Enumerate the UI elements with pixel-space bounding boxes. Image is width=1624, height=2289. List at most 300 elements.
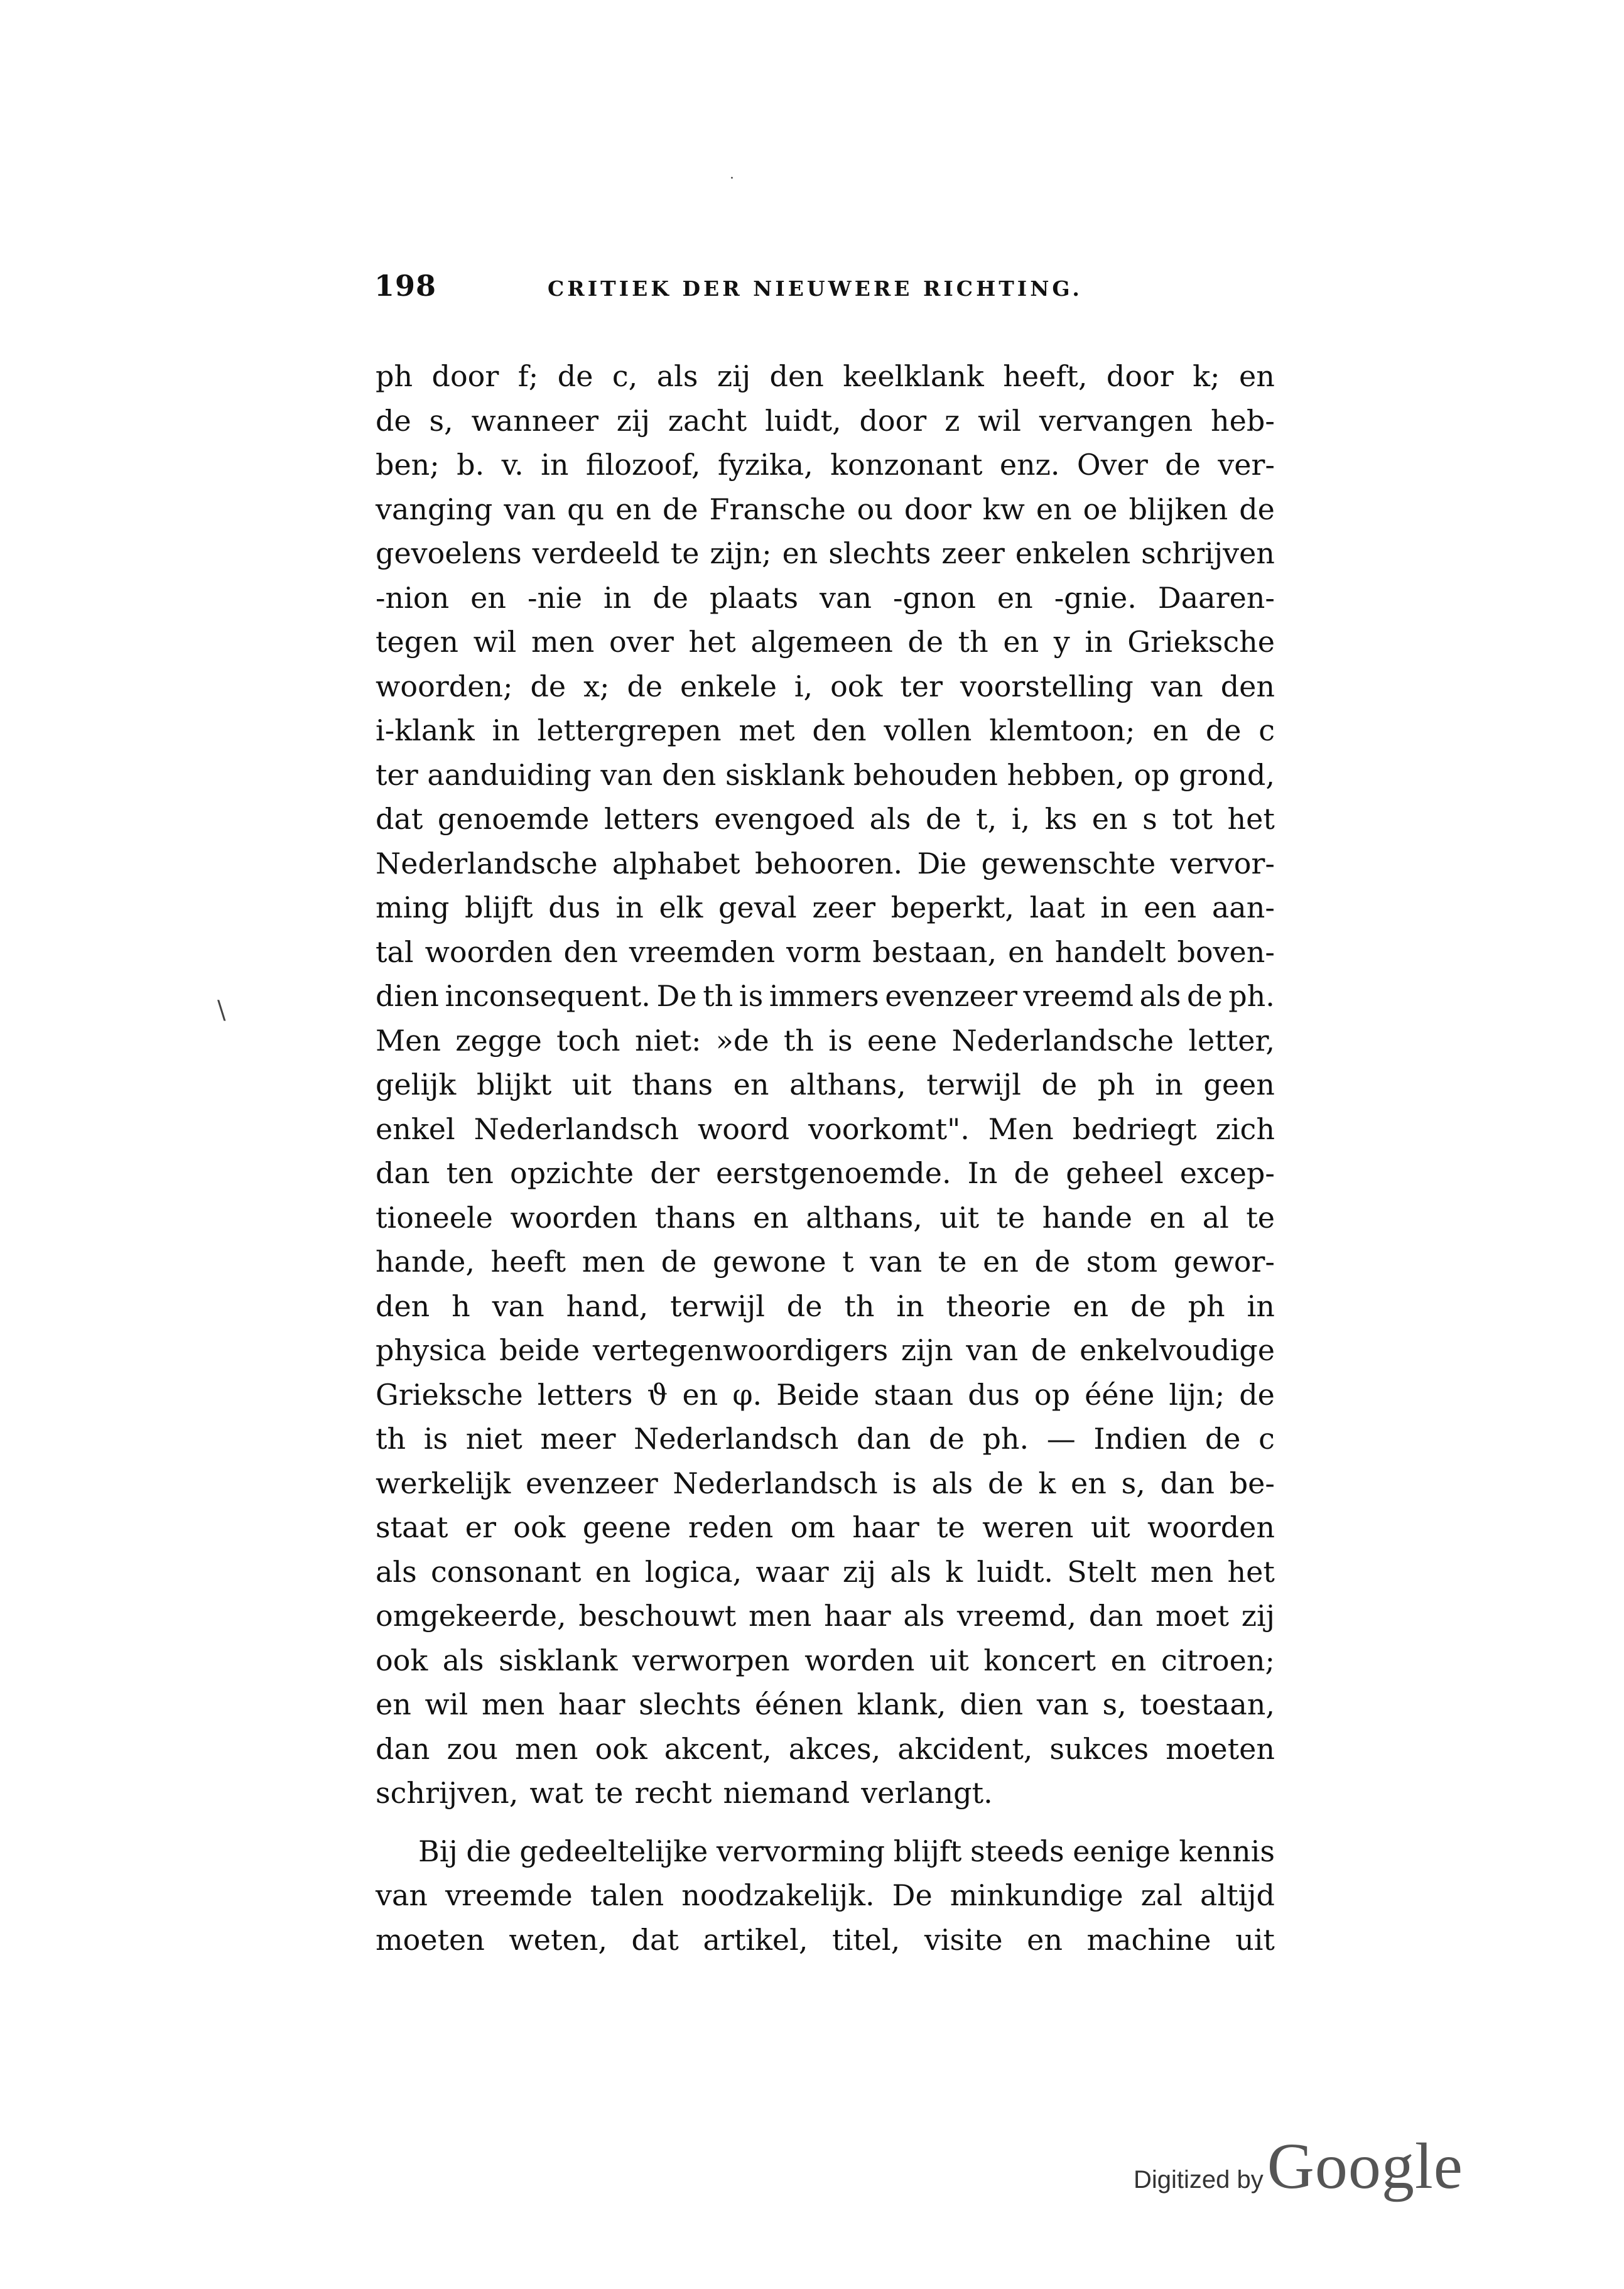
page-header: [371, 269, 1275, 319]
word: k: [1038, 1466, 1056, 1500]
word: geen: [1203, 1068, 1275, 1101]
word: de: [988, 1466, 1024, 1500]
word: dan: [1160, 1466, 1215, 1500]
word: te: [594, 1776, 624, 1810]
word: en: [753, 1200, 789, 1235]
word: haar: [558, 1687, 625, 1721]
text-line: [376, 1550, 1275, 1594]
word: verdeeld: [532, 536, 660, 570]
word: t: [842, 1245, 854, 1279]
word: ph: [1097, 1068, 1135, 1101]
word: den: [662, 757, 717, 792]
word: als: [376, 1554, 417, 1589]
word: ϑ: [647, 1377, 668, 1412]
digitized-by-label: Digitized by: [1134, 2166, 1264, 2194]
word: ming: [376, 890, 450, 924]
running-head: CRITIEK DER NIEUWERE RICHTING.: [548, 276, 1083, 301]
word: slechts: [828, 536, 931, 570]
word: i,: [1011, 802, 1031, 836]
word: ook: [376, 1643, 428, 1677]
word: ks: [1044, 802, 1078, 836]
body-text: [376, 354, 1275, 1962]
word: dien: [376, 979, 440, 1013]
word: citroen;: [1161, 1643, 1275, 1677]
word: als: [656, 359, 698, 393]
word: vervor-: [1170, 846, 1275, 880]
word: de: [1239, 492, 1275, 526]
word: dat: [631, 1922, 679, 1957]
word: -nie: [527, 580, 583, 615]
word: met: [739, 713, 795, 747]
word: sisklank: [725, 757, 845, 792]
text-line: [376, 1196, 1275, 1240]
text-line: [376, 1240, 1275, 1284]
word: evenzeer: [885, 979, 1017, 1013]
word: er: [465, 1510, 496, 1544]
word: noodzakelijk.: [681, 1878, 875, 1912]
word: Daaren-: [1157, 580, 1275, 615]
word: konzonant: [830, 448, 983, 482]
word: om: [790, 1510, 835, 1544]
word: c,: [612, 359, 638, 393]
word: als: [931, 1466, 973, 1500]
word: als: [1139, 979, 1181, 1013]
word: dus: [968, 1377, 1020, 1412]
word: letter,: [1188, 1023, 1275, 1058]
text-line: [376, 1638, 1275, 1683]
word: een: [1144, 890, 1197, 924]
word: ou: [857, 492, 893, 526]
word: -gnie.: [1054, 580, 1137, 615]
word: x;: [583, 669, 610, 703]
word: woorden: [510, 1200, 638, 1235]
word: »de: [715, 1023, 769, 1058]
word: toch: [556, 1023, 620, 1058]
word: z: [945, 403, 960, 438]
word: de: [1205, 713, 1242, 747]
word: kennis: [1179, 1834, 1275, 1868]
word: tegen: [376, 625, 459, 659]
word: te: [936, 1510, 965, 1544]
word: niemand: [723, 1776, 850, 1810]
word: de: [530, 669, 566, 703]
word: de: [1034, 1245, 1071, 1279]
word: visite: [924, 1922, 1003, 1957]
word: blijkt: [476, 1068, 552, 1101]
word: k: [945, 1554, 963, 1589]
page-number: 198: [374, 269, 437, 303]
word: wil: [425, 1687, 468, 1721]
word: oe: [1083, 492, 1118, 526]
word: Nederlandsche: [951, 1023, 1174, 1058]
paragraph-2: [376, 1829, 1275, 1962]
word: wat: [529, 1776, 583, 1810]
word: wil: [978, 403, 1021, 438]
word: laat: [1029, 890, 1085, 924]
word: op: [1134, 757, 1170, 792]
word: zeer: [941, 536, 1005, 570]
word: de: [652, 580, 688, 615]
word: van: [1150, 669, 1203, 703]
word: al: [1202, 1200, 1229, 1235]
word: in: [896, 1289, 924, 1323]
word: terwijl: [670, 1289, 765, 1323]
scan-speck: ·: [730, 171, 734, 187]
word: ter: [900, 669, 943, 703]
word: dan: [376, 1731, 430, 1766]
word: zacht: [668, 403, 747, 438]
word: is: [828, 1023, 853, 1058]
word: meer: [540, 1422, 616, 1456]
word: tioneele: [376, 1200, 493, 1235]
text-line: [376, 974, 1275, 1019]
word: s,: [1121, 1466, 1145, 1500]
word: beschouwt: [578, 1599, 737, 1633]
word: weten,: [509, 1922, 607, 1957]
word: in: [1085, 625, 1113, 659]
word: ben;: [376, 448, 440, 482]
word: De: [656, 979, 697, 1013]
word: de: [1165, 448, 1201, 482]
word: gevoelens: [376, 536, 522, 570]
word: de: [1031, 1333, 1067, 1367]
word: th: [958, 625, 988, 659]
word: het: [1227, 1554, 1275, 1589]
word: men: [531, 625, 595, 659]
word: den: [1220, 669, 1275, 703]
word: en: [1091, 802, 1128, 836]
word: immers: [769, 979, 879, 1013]
word: th: [703, 979, 734, 1013]
word: Over: [1076, 448, 1148, 482]
word: kw: [982, 492, 1025, 526]
word: de: [1204, 1422, 1241, 1456]
text-line: [376, 930, 1275, 975]
word: van: [600, 757, 653, 792]
word: der: [650, 1156, 700, 1190]
word: schrijven,: [376, 1776, 519, 1810]
word: als: [869, 802, 911, 836]
word: minkundige: [950, 1878, 1123, 1912]
word: terwijl: [926, 1068, 1021, 1101]
word: t,: [976, 802, 997, 836]
word: opzichte: [509, 1156, 634, 1190]
word: Indien: [1093, 1422, 1188, 1456]
word: h: [452, 1289, 470, 1323]
word: koncert: [983, 1643, 1096, 1677]
word: blijft: [893, 1834, 962, 1868]
word: Men: [376, 1023, 441, 1058]
word: woord: [697, 1112, 790, 1146]
word: Nederlandsche: [376, 846, 598, 880]
text-line: [376, 1873, 1275, 1918]
word: den: [769, 359, 824, 393]
word: Die: [917, 846, 967, 880]
word: van: [870, 1245, 923, 1279]
word: behouden: [853, 757, 998, 792]
word: men: [515, 1731, 578, 1766]
word: dien: [960, 1687, 1024, 1721]
word: dan: [857, 1422, 911, 1456]
word: luidt.: [977, 1554, 1053, 1589]
word: be-: [1229, 1466, 1275, 1500]
word: c: [1259, 713, 1275, 747]
text-line: [376, 399, 1275, 443]
word: lijn;: [1169, 1377, 1225, 1412]
word: heeft: [490, 1245, 566, 1279]
word: van: [966, 1333, 1019, 1367]
word: men: [748, 1599, 812, 1633]
word: heb-: [1211, 403, 1275, 438]
word: aan-: [1211, 890, 1275, 924]
word: althans,: [789, 1068, 906, 1101]
word: door: [431, 359, 499, 393]
word: moeten: [376, 1922, 485, 1957]
word: toestaan,: [1140, 1687, 1275, 1721]
word: ter: [376, 757, 418, 792]
word: th: [783, 1023, 814, 1058]
word: behooren.: [754, 846, 903, 880]
word: van: [376, 1878, 428, 1912]
word: die: [466, 1834, 511, 1868]
text-line: [376, 1107, 1275, 1152]
word: vollen: [884, 713, 972, 747]
word: ph: [1188, 1289, 1225, 1323]
word: uit: [939, 1200, 980, 1235]
word: te: [938, 1245, 967, 1279]
word: theorie: [946, 1289, 1051, 1323]
text-line: [376, 708, 1275, 753]
word: elk: [659, 890, 703, 924]
word: zal: [1140, 1878, 1183, 1912]
word: ook: [830, 669, 883, 703]
word: -nion: [376, 580, 450, 615]
word: wanneer: [471, 403, 598, 438]
word: waar: [755, 1554, 829, 1589]
word: c: [1259, 1422, 1275, 1456]
text-line: [376, 1829, 1275, 1874]
word: in: [1247, 1289, 1275, 1323]
word: bestaan,: [872, 934, 997, 969]
word: In: [967, 1156, 998, 1190]
word: en: [1110, 1643, 1147, 1677]
word: vreemden: [629, 934, 776, 969]
word: uit: [1235, 1922, 1275, 1957]
word: altijd: [1199, 1878, 1275, 1912]
word: den: [812, 713, 867, 747]
word: enkelvoudige: [1080, 1333, 1275, 1367]
text-line: [376, 487, 1275, 532]
word: ph: [376, 359, 413, 393]
word: zij: [842, 1554, 877, 1589]
word: zij: [717, 359, 751, 393]
word: akcident,: [897, 1731, 1033, 1766]
word: verworpen: [632, 1643, 790, 1677]
word: en: [782, 536, 818, 570]
word: s,: [1102, 1687, 1127, 1721]
word: klank,: [857, 1687, 946, 1721]
word: vreemd: [1023, 979, 1134, 1013]
word: en: [1238, 359, 1275, 393]
word: zich: [1215, 1112, 1275, 1146]
word: de: [929, 1422, 965, 1456]
word: worden: [804, 1643, 915, 1677]
text-line: [376, 1505, 1275, 1550]
word: Fransche: [709, 492, 846, 526]
word: vervangen: [1039, 403, 1193, 438]
text-line: [376, 841, 1275, 886]
text-line: [376, 1019, 1275, 1063]
word: logica,: [644, 1554, 742, 1589]
word: woorden: [425, 934, 553, 969]
word: f;: [517, 359, 539, 393]
word: Grieksche: [1127, 625, 1275, 659]
word: akces,: [788, 1731, 881, 1766]
word: de: [1130, 1289, 1166, 1323]
word: de: [376, 403, 411, 438]
word: zegge: [455, 1023, 542, 1058]
word: woorden: [1147, 1510, 1275, 1544]
word: verlangt.: [861, 1776, 993, 1810]
word: zij: [1241, 1599, 1275, 1633]
word: evenzeer: [525, 1466, 658, 1500]
word: van: [820, 580, 872, 615]
word: beperkt,: [890, 890, 1014, 924]
word: blijken: [1129, 492, 1228, 526]
word: de: [661, 1245, 697, 1279]
word: s: [1142, 802, 1157, 836]
word: de: [786, 1289, 823, 1323]
word: v.: [501, 448, 524, 482]
word: uit: [571, 1068, 612, 1101]
word: Nederlandsch: [474, 1112, 679, 1146]
scan-mark: \: [217, 996, 226, 1025]
word: k;: [1193, 359, 1220, 393]
word: gelijk: [376, 1068, 457, 1101]
word: vreemde: [445, 1878, 573, 1912]
word: vorm: [786, 934, 862, 969]
word: De: [892, 1878, 933, 1912]
word: is: [892, 1466, 917, 1500]
word: hande: [1042, 1200, 1132, 1235]
word: talen: [590, 1878, 664, 1912]
word: te: [670, 536, 700, 570]
word: enkele: [680, 669, 777, 703]
word: ook: [595, 1731, 647, 1766]
word: eerstgenoemde.: [715, 1156, 951, 1190]
word: algemeen: [750, 625, 893, 659]
word: genoemde: [437, 802, 590, 836]
google-logo: Google: [1267, 2130, 1463, 2202]
word: s,: [429, 403, 453, 438]
word: artikel,: [703, 1922, 808, 1957]
word: geval: [718, 890, 797, 924]
word: en: [1008, 934, 1044, 969]
word: akcent,: [664, 1731, 772, 1766]
word: dan: [1088, 1599, 1144, 1633]
word: en: [376, 1687, 411, 1721]
word: thans: [632, 1068, 713, 1101]
text-line: [376, 620, 1275, 664]
word: y: [1053, 625, 1070, 659]
word: éénen: [754, 1687, 843, 1721]
word: en: [1036, 492, 1072, 526]
word: het: [1227, 802, 1275, 836]
word: slechts: [639, 1687, 742, 1721]
word: consonant: [430, 1554, 582, 1589]
word: Men: [988, 1112, 1054, 1146]
word: schrijven: [1141, 536, 1275, 570]
text-line: [376, 1328, 1275, 1373]
word: en: [1027, 1922, 1063, 1957]
word: ph.: [1228, 979, 1275, 1013]
word: qu: [567, 492, 605, 526]
word: blijft: [465, 890, 533, 924]
word: wil: [473, 625, 517, 659]
word: zeer: [812, 890, 876, 924]
text-line: [376, 1063, 1275, 1107]
word: door: [859, 403, 927, 438]
word: steeds: [970, 1834, 1064, 1868]
word: uit: [929, 1643, 969, 1677]
word: ph.: [982, 1422, 1029, 1456]
word: dan: [376, 1156, 430, 1190]
word: reden: [688, 1510, 774, 1544]
word: sisklank: [499, 1643, 618, 1677]
word: staat: [376, 1510, 448, 1544]
word: zij: [616, 403, 650, 438]
word: en: [1070, 1466, 1107, 1500]
word: ook: [513, 1510, 566, 1544]
text-line: [376, 885, 1275, 930]
word: de: [1186, 979, 1223, 1013]
word: men: [582, 1245, 646, 1279]
word: en: [682, 1377, 718, 1412]
word: gedeeltelijke: [519, 1834, 708, 1868]
word: den: [376, 1289, 430, 1323]
paragraph-1: [376, 354, 1275, 1816]
text-line: [376, 797, 1275, 841]
word: omgekeerde,: [376, 1599, 566, 1633]
word: het: [688, 625, 736, 659]
word: geene: [582, 1510, 671, 1544]
text-line: [376, 753, 1275, 798]
paragraph-gap: [376, 1816, 1275, 1829]
text-line: [376, 1284, 1275, 1329]
digitized-watermark: [1134, 2129, 1463, 2202]
word: de: [662, 492, 698, 526]
word: haar: [824, 1599, 891, 1633]
word: Nederlandsch: [673, 1466, 878, 1500]
word: Nederlandsch: [634, 1422, 839, 1456]
word: th: [376, 1422, 406, 1456]
word: te: [1246, 1200, 1275, 1235]
word: in: [615, 890, 644, 924]
word: van: [492, 1289, 544, 1323]
word: de: [1239, 1377, 1275, 1412]
word: in: [1100, 890, 1129, 924]
word: dat: [376, 802, 423, 836]
word: eenige: [1073, 1834, 1171, 1868]
word: hand,: [566, 1289, 649, 1323]
text-line: [376, 1151, 1275, 1196]
word: moeten: [1166, 1731, 1275, 1766]
word: lettergrepen: [537, 713, 722, 747]
word: vreemd,: [956, 1599, 1076, 1633]
word: physica: [376, 1333, 487, 1367]
word: en: [615, 492, 652, 526]
word: door: [904, 492, 972, 526]
